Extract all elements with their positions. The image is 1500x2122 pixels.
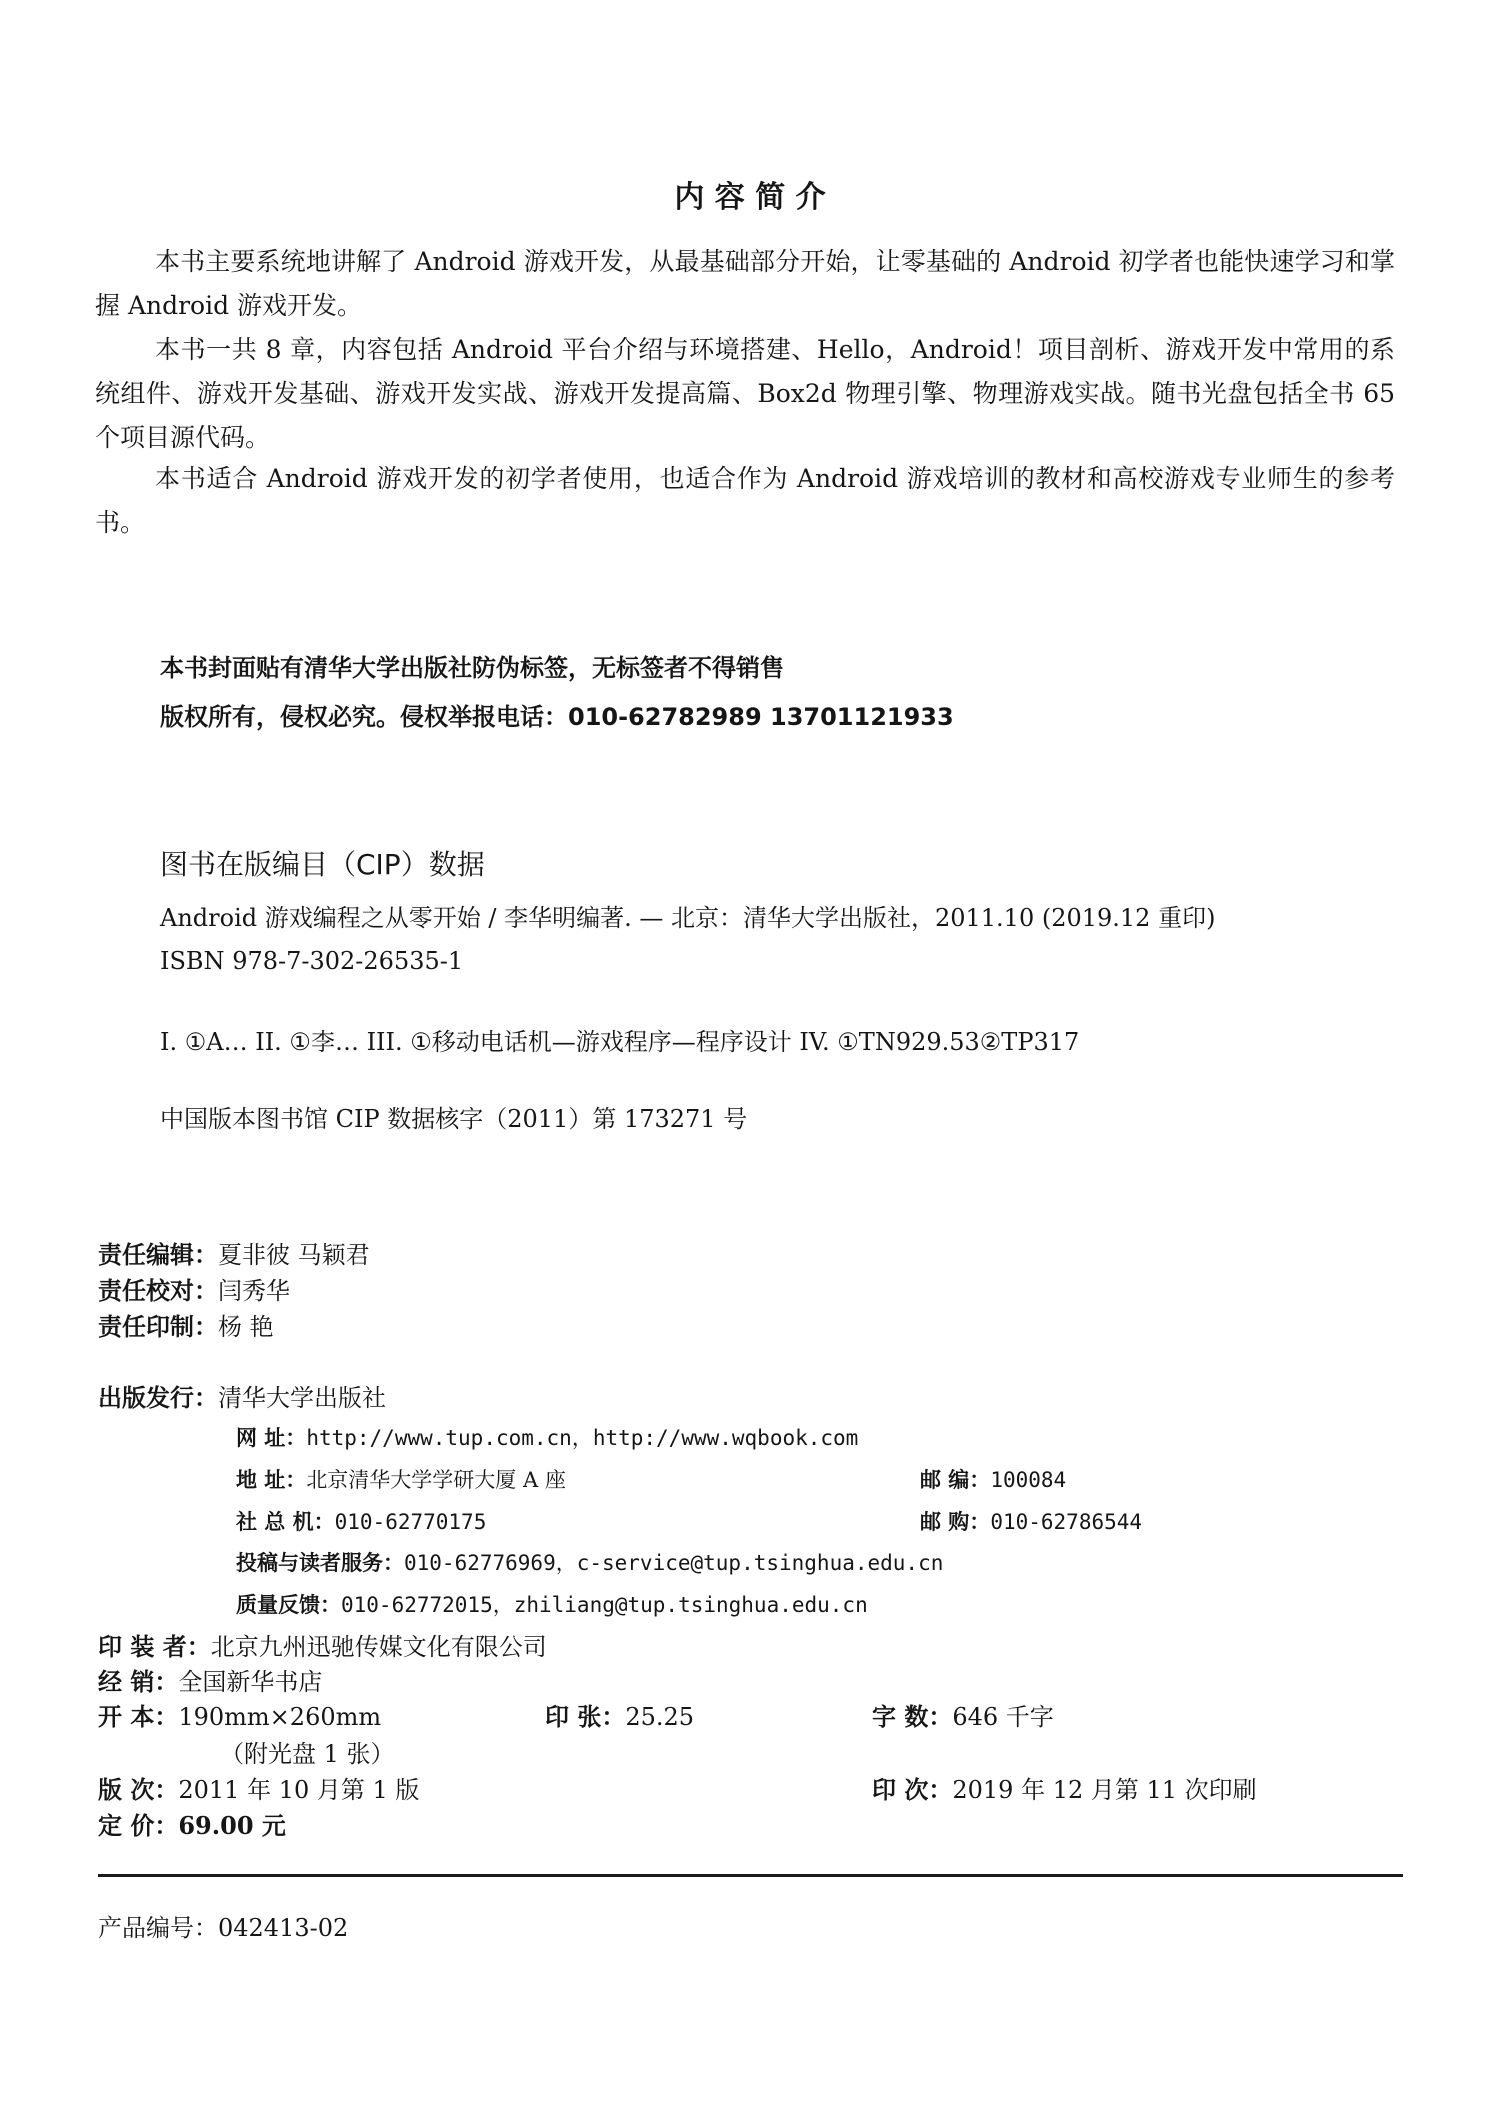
imprint-price (98, 1806, 286, 1841)
printer-label: 印 装 者： (98, 1633, 211, 1661)
copyright-notice: 版权所有，侵权必究。侵权举报电话：010-62782989 13701121933 (160, 703, 954, 731)
credit-printing-value: 杨 艳 (218, 1313, 274, 1341)
imprint-sheets (545, 1697, 694, 1732)
imprint-disc-note: （附光盘 1 张） (220, 1740, 395, 1768)
address-value: 北京清华大学学研大厦 A 座 (306, 1468, 566, 1492)
printing-value: 2019 年 12 月第 11 次印刷 (952, 1776, 1257, 1804)
distributor-label: 经 销： (98, 1668, 179, 1696)
intro-paragraph-3: 本书适合 Android 游戏开发的初学者使用，也适合作为 Android 游戏培训的教材和高校游戏专业师生的参考书。 (95, 464, 1395, 537)
page-title: 内 容 简 介 (674, 180, 826, 215)
imprint-edition (98, 1770, 419, 1805)
cip-isbn: ISBN 978-7-302-26535-1 (160, 947, 464, 975)
cip-classification: I. ①A… II. ①李… III. ①移动电话机—游戏程序—程序设计 IV. ①TN929.53②TP317 (160, 1028, 1080, 1056)
publisher-switchboard (236, 1506, 486, 1536)
publisher-service (236, 1547, 943, 1577)
publisher-website (236, 1422, 858, 1452)
credit-proofreader (98, 1271, 290, 1306)
postcode-value: 100084 (990, 1468, 1067, 1492)
mailorder-label: 邮 购： (920, 1510, 991, 1534)
edition-value: 2011 年 10 月第 1 版 (178, 1776, 420, 1804)
mailorder-value: 010-62786544 (990, 1510, 1143, 1534)
edition-label: 版 次： (98, 1776, 179, 1804)
words-label: 字 数： (872, 1703, 953, 1731)
sheets-value: 25.25 (625, 1703, 695, 1731)
website-value: http://www.tup.com.cn，http://www.wqbook.com (306, 1426, 859, 1450)
feedback-label: 质量反馈： (236, 1593, 341, 1617)
imprint-format (98, 1697, 381, 1732)
distributor-value: 全国新华书店 (178, 1668, 323, 1696)
publisher-feedback (236, 1589, 868, 1619)
printer-value: 北京九州迅驰传媒文化有限公司 (210, 1633, 547, 1661)
publisher-postcode (920, 1464, 1066, 1494)
publisher-row (98, 1378, 386, 1413)
publisher-label: 出版发行： (98, 1384, 218, 1412)
credit-printing (98, 1307, 274, 1342)
credit-editor-value: 夏非彼 马颖君 (218, 1241, 370, 1269)
credit-proofreader-label: 责任校对： (98, 1277, 218, 1305)
feedback-value: 010-62772015，zhiliang@tup.tsinghua.edu.cn (341, 1593, 868, 1617)
credit-editor-label: 责任编辑： (98, 1241, 218, 1269)
service-value: 010-62776969，c-service@tup.tsinghua.edu.cn (404, 1551, 944, 1575)
intro-paragraph-1: 本书主要系统地讲解了 Android 游戏开发，从最基础部分开始，让零基础的 Android 初学者也能快速学习和掌握 Android 游戏开发。 (95, 247, 1395, 320)
anti-counterfeit-notice: 本书封面贴有清华大学出版社防伪标签，无标签者不得销售 (160, 654, 784, 682)
cip-bibliographic-line: Android 游戏编程之从零开始 / 李华明编著. — 北京：清华大学出版社，2011.10 (2019.12 重印) (160, 904, 1216, 932)
cip-heading: 图书在版编目（CIP）数据 (160, 848, 485, 881)
price-label: 定 价： (98, 1812, 179, 1840)
switchboard-label: 社 总 机： (236, 1510, 335, 1534)
switchboard-value: 010-62770175 (334, 1510, 487, 1534)
credit-printing-label: 责任印制： (98, 1313, 218, 1341)
format-label: 开 本： (98, 1703, 179, 1731)
publisher-address (236, 1464, 566, 1494)
credit-proofreader-value: 闫秀华 (218, 1277, 290, 1305)
credit-editor (98, 1235, 370, 1270)
postcode-label: 邮 编： (920, 1468, 991, 1492)
product-code: 产品编号：042413-02 (98, 1914, 349, 1942)
format-value: 190mm×260mm (178, 1703, 382, 1731)
printing-label: 印 次： (872, 1776, 953, 1804)
price-value: 69.00 元 (178, 1811, 286, 1840)
imprint-distributor (98, 1662, 322, 1697)
sheets-label: 印 张： (545, 1703, 626, 1731)
service-label: 投稿与读者服务： (236, 1551, 404, 1575)
imprint-words (872, 1697, 1054, 1732)
website-label: 网 址： (236, 1426, 307, 1450)
imprint-printing (872, 1770, 1257, 1805)
divider-rule (98, 1874, 1403, 1877)
imprint-printer (98, 1627, 547, 1662)
cip-record-number: 中国版本图书馆 CIP 数据核字（2011）第 173271 号 (160, 1105, 748, 1133)
address-label: 地 址： (236, 1468, 307, 1492)
publisher-mailorder (920, 1506, 1142, 1536)
publisher-name: 清华大学出版社 (218, 1384, 386, 1412)
intro-paragraph-2: 本书一共 8 章，内容包括 Android 平台介绍与环境搭建、Hello，Android！项目剖析、游戏开发中常用的系统组件、游戏开发基础、游戏开发实战、游戏开发提高篇、Box2d 物理引擎、物理游戏实战。随书光盘包括全书 65 个项目源代码。 (95, 335, 1395, 452)
words-value: 646 千字 (952, 1703, 1054, 1731)
